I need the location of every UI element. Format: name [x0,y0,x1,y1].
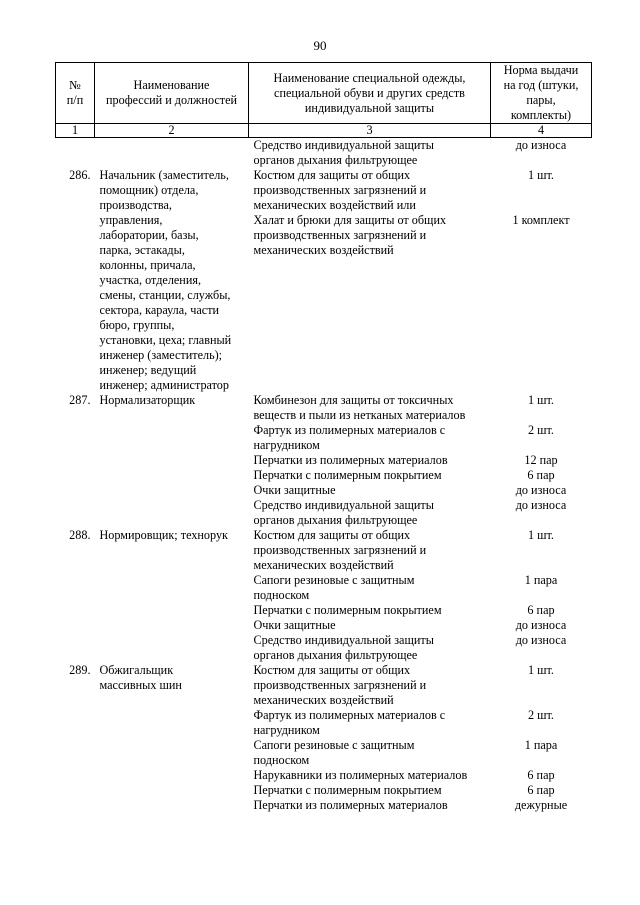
equipment-line: Нарукавники из полимерных материалов [253,768,468,782]
norm-value [491,738,592,768]
norm-value [491,663,592,708]
equipment-item [254,468,491,483]
equipment-line: механических воздействий [253,558,394,572]
header-profession: Наименование профессий и должностей [95,63,249,124]
norm-text: 1 шт. [528,168,554,182]
norm-value [491,768,592,783]
header-norm: Норма выдачи на год (штуки, пары, комплекты) [491,63,592,124]
equipment-item [254,453,491,468]
norm-value [491,708,592,738]
equipment-line: Костюм для защиты от общих [253,663,411,677]
norm-text: 6 пар [527,783,555,797]
norm-text: 1 шт. [528,393,554,407]
equipment-line: Перчатки с полимерным покрытием [253,468,442,482]
norm-value [491,168,592,213]
equipment-item [254,168,491,213]
row-number [56,168,95,393]
column-number-1: 1 [56,124,95,138]
norm-cell [491,138,592,169]
equipment-line: Очки защитные [253,618,336,632]
equipment-item [254,708,491,738]
table-row [56,168,592,393]
norm-text: до износа [515,633,567,647]
profession-cell [95,168,249,393]
norm-value [491,783,592,798]
norm-value [491,573,592,603]
column-number-2: 2 [95,124,249,138]
equipment-line: Очки защитные [253,483,336,497]
equipment-line: нагрудником [253,723,320,737]
norm-value [491,483,592,498]
profession-line: бюро, группы, [99,318,175,332]
profession-line: производства, [99,198,172,212]
equipment-item [254,423,491,453]
equipment-line: производственных загрязнений и [253,543,427,557]
norm-cell [491,393,592,528]
equipment-line: Средство индивидуальной защиты [253,498,434,512]
equipment-line: органов дыхания фильтрующее [253,513,418,527]
profession-line: участка, отделения, [99,273,202,287]
norm-value [491,453,592,468]
norm-text: 12 пар [524,453,558,467]
equipment-cell [249,663,491,813]
equipment-cell [249,393,491,528]
equipment-line: Фартук из полимерных материалов с [253,423,446,437]
norms-table [55,62,592,813]
equipment-line: подноском [253,588,310,602]
profession-line: лаборатории, базы, [99,228,199,242]
equipment-cell [249,168,491,393]
table-header [56,63,592,138]
equipment-line: органов дыхания фильтрующее [253,648,418,662]
profession-line: колонны, причала, [99,258,196,272]
equipment-line: Сапоги резиновые с защитным [253,573,415,587]
profession-line: управления, [99,213,163,227]
equipment-line: Перчатки из полимерных материалов [253,798,448,812]
norm-cell [491,168,592,393]
norm-text: 1 шт. [528,528,554,542]
norm-text: 6 пар [527,468,555,482]
equipment-line: Костюм для защиты от общих [253,168,411,182]
profession-line: парка, эстакады, [99,243,185,257]
profession-line: установки, цеха; главный [99,333,232,347]
equipment-item [254,498,491,528]
norm-value [491,528,592,573]
equipment-item [254,213,491,258]
column-number-4: 4 [491,124,592,138]
equipment-item [254,633,491,663]
equipment-item [254,798,491,813]
table-row [56,528,592,663]
profession-line: Нормировщик; технорук [99,528,228,542]
equipment-line: Перчатки с полимерным покрытием [253,603,442,617]
row-number-text: 287. [69,393,91,407]
profession-line: инженер; ведущий [99,363,197,377]
column-number-3: 3 [249,124,491,138]
equipment-line: механических воздействий или [253,198,416,212]
norm-text: дежурные [514,798,568,812]
norm-value [491,213,592,258]
equipment-cell [249,528,491,663]
equipment-item [254,603,491,618]
norm-value [491,498,592,528]
norm-text: 1 комплект [512,213,570,227]
norm-text: 1 пара [524,573,558,587]
table-row-continuation [56,138,592,169]
profession-line: Нормализаторщик [99,393,196,407]
norm-value [491,618,592,633]
profession-cell [95,528,249,663]
profession-cell [95,663,249,813]
norm-value [491,603,592,618]
row-number-text: 286. [69,168,91,182]
equipment-item [254,573,491,603]
equipment-line: Халат и брюки для защиты от общих [253,213,447,227]
equipment-item [254,528,491,573]
profession-line: инженер (заместитель); [99,348,223,362]
profession-line: инженер; администратор [99,378,229,392]
norm-text: 6 пар [527,768,555,782]
norm-value [491,798,592,813]
equipment-line: механических воздействий [253,243,394,257]
norm-cell [491,528,592,663]
row-number-text: 288. [69,528,91,542]
equipment-line: Сапоги резиновые с защитным [253,738,415,752]
table-body [56,138,592,814]
equipment-item [254,483,491,498]
row-number-text: 289. [69,663,91,677]
norm-cell [491,663,592,813]
equipment-line: Средство индивидуальной защиты [253,633,434,647]
equipment-line: Перчатки из полимерных материалов [253,453,448,467]
profession-line: Обжигальщик [99,663,174,677]
equipment-cell [249,138,491,169]
row-number [56,663,95,813]
equipment-line: Перчатки с полимерным покрытием [253,783,442,797]
norm-text: 1 шт. [528,663,554,677]
norm-value [491,468,592,483]
profession-cell [95,138,249,169]
norm-text: 2 шт. [528,423,554,437]
profession-cell [95,393,249,528]
row-number [56,138,95,169]
equipment-line: механических воздействий [253,693,394,707]
norm-text: 1 пара [524,738,558,752]
header-equipment: Наименование специальной одежды, специальной обуви и других средств индивидуальной защиты [249,63,491,124]
profession-line: сектора, караула, части [99,303,220,317]
equipment-item [254,618,491,633]
norm-text: до износа [515,483,567,497]
equipment-item [254,768,491,783]
equipment-line: производственных загрязнений и [253,183,427,197]
equipment-item [254,393,491,423]
norm-value: до износа [515,138,567,152]
profession-line: смены, станции, службы, [99,288,231,302]
equipment-item [254,738,491,768]
equipment-line: веществ и пыли из нетканых материалов [253,408,466,422]
equipment-item [254,663,491,708]
norm-text: 2 шт. [528,708,554,722]
row-number [56,528,95,663]
norm-value [491,423,592,453]
header-number: № п/п [56,63,95,124]
table-row [56,393,592,528]
profession-line: Начальник (заместитель, [99,168,229,182]
equipment-line: производственных загрязнений и [253,678,427,692]
profession-line: помощник) отдела, [99,183,199,197]
table-row [56,663,592,813]
profession-line: массивных шин [99,678,182,692]
norm-text: до износа [515,498,567,512]
equipment-item [254,783,491,798]
row-number [56,393,95,528]
norm-text: 6 пар [527,603,555,617]
equipment-line: Костюм для защиты от общих [253,528,411,542]
equipment-line: нагрудником [253,438,320,452]
norm-text: до износа [515,618,567,632]
equipment-line: подноском [253,753,310,767]
equipment-item: Средство индивидуальной защиты органов дыхания фильтрующее [253,138,434,167]
norm-value [491,393,592,423]
equipment-line: производственных загрязнений и [253,228,427,242]
equipment-line: Фартук из полимерных материалов с [253,708,446,722]
equipment-line: Комбинезон для защиты от токсичных [253,393,454,407]
norm-value [491,633,592,663]
page-number: 90 [313,38,327,53]
